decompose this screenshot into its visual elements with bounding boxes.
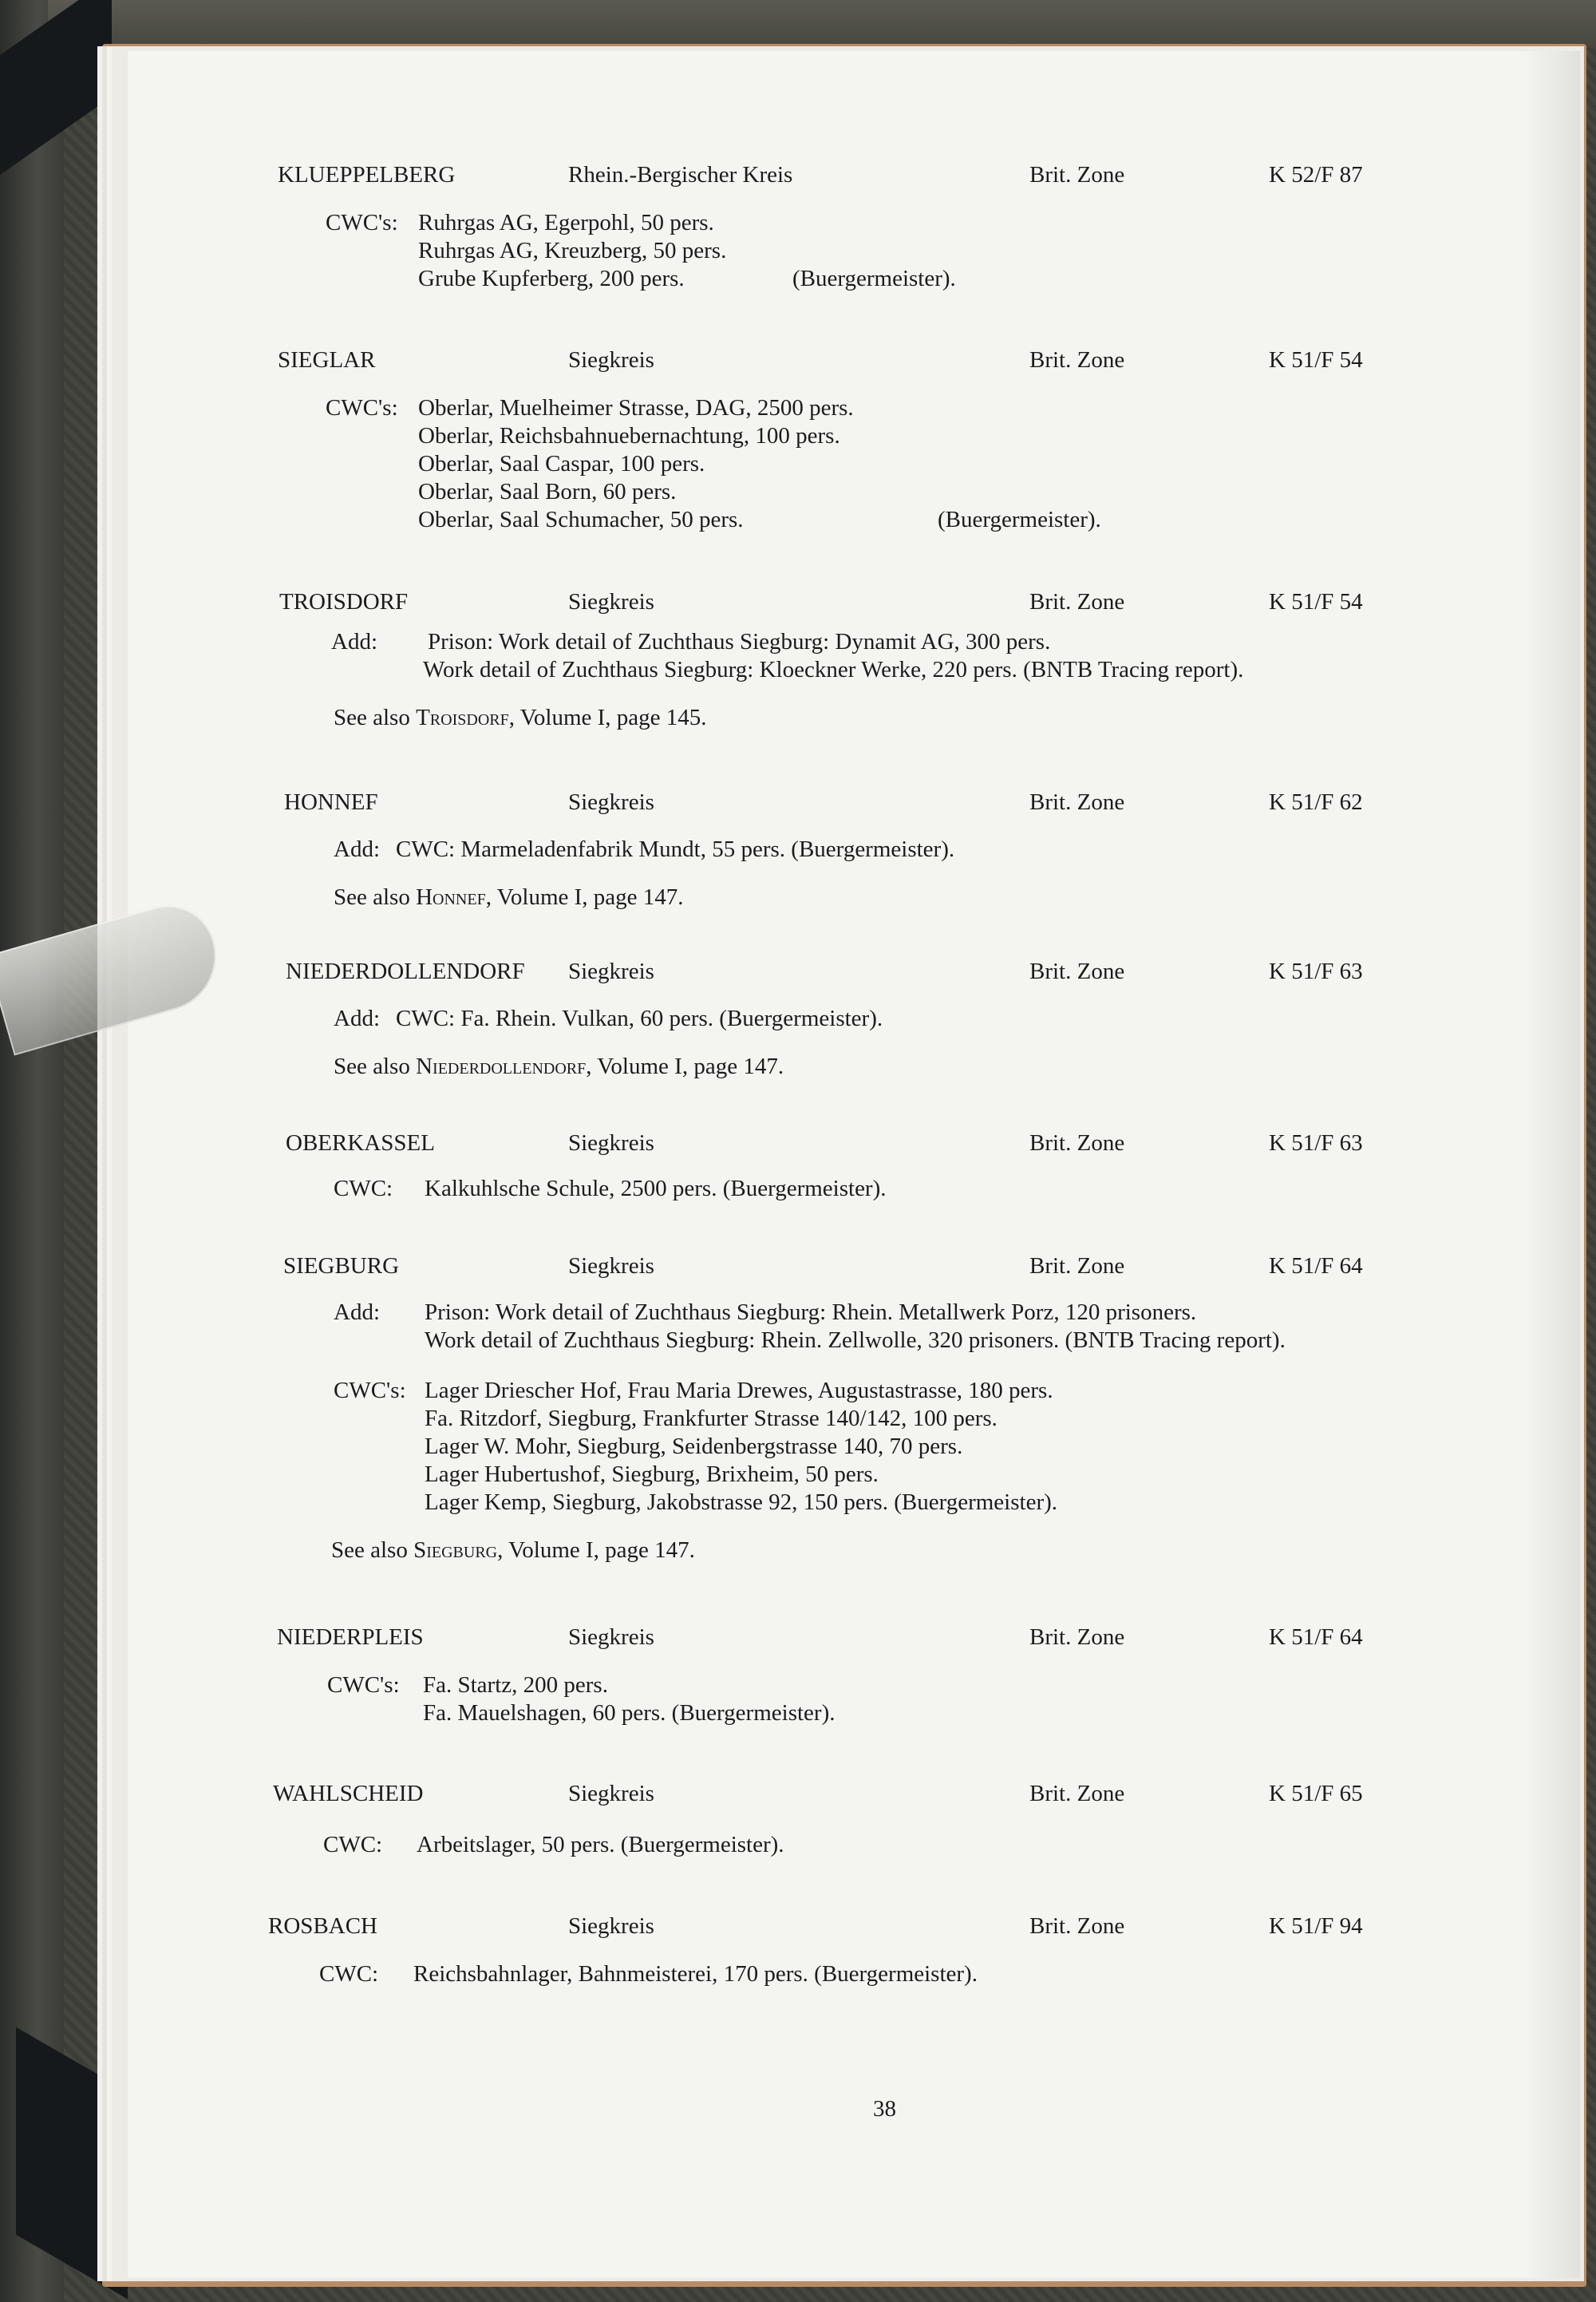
see-also-place: Troisdorf xyxy=(416,705,509,730)
entry-line: Lager Kemp, Siegburg, Jakobstrasse 92, 150 pers. (Buergermeister). xyxy=(425,1489,1058,1515)
entry-line: Work detail of Zuchthaus Siegburg: Kloeckner Werke, 220 pers. (BNTB Tracing report). xyxy=(423,657,1244,682)
see-also-note xyxy=(334,706,707,730)
entry-line: Work detail of Zuchthaus Siegburg: Rhein. Zellwolle, 320 prisoners. (BNTB Tracing report). xyxy=(425,1327,1286,1353)
see-also-place: Siegburg xyxy=(413,1537,498,1563)
entry-line: Arbeitslager, 50 pers. (Buergermeister). xyxy=(417,1832,784,1857)
map-reference: K 51/F 54 xyxy=(1269,347,1363,373)
line-lead: Add: xyxy=(331,629,377,655)
see-also-note xyxy=(334,886,684,909)
see-also-volume: , Volume I, page 147. xyxy=(485,884,684,910)
zone-label: Brit. Zone xyxy=(1029,1781,1125,1806)
see-also-volume: , Volume I, page 145. xyxy=(508,705,707,730)
place-name: WAHLSCHEID xyxy=(273,1781,424,1806)
place-name: SIEGBURG xyxy=(283,1253,400,1279)
district-name: Siegkreis xyxy=(568,347,654,373)
entry-line: Prison: Work detail of Zuchthaus Siegburg: Rhein. Metallwerk Porz, 120 prisoners. xyxy=(425,1299,1197,1325)
map-reference: K 52/F 87 xyxy=(1269,162,1363,188)
entry-line: Fa. Startz, 200 pers. xyxy=(423,1672,608,1698)
source-note: (Buergermeister). xyxy=(938,507,1101,532)
district-name: Siegkreis xyxy=(568,1781,654,1806)
place-name: OBERKASSEL xyxy=(286,1130,435,1156)
line-lead: Add: xyxy=(334,1299,380,1325)
district-name: Siegkreis xyxy=(568,789,654,815)
line-lead: CWC's: xyxy=(326,395,398,421)
see-also-note xyxy=(334,1055,784,1078)
see-also-prefix: See also xyxy=(334,884,410,910)
see-also-note xyxy=(331,1539,695,1562)
map-reference: K 51/F 63 xyxy=(1269,959,1363,984)
zone-label: Brit. Zone xyxy=(1029,347,1125,373)
entry-line: Ruhrgas AG, Kreuzberg, 50 pers. xyxy=(418,238,727,263)
place-name: NIEDERDOLLENDORF xyxy=(286,959,525,984)
district-name: Rhein.-Bergischer Kreis xyxy=(568,162,793,188)
line-lead: CWC: xyxy=(334,1176,393,1201)
entry-line: Oberlar, Saal Born, 60 pers. xyxy=(418,479,677,504)
source-note: (Buergermeister). xyxy=(792,266,956,291)
district-name: Siegkreis xyxy=(568,1130,654,1156)
entry-line: Lager Driescher Hof, Frau Maria Drewes, Augustastrasse, 180 pers. xyxy=(425,1378,1053,1403)
see-also-prefix: See also xyxy=(334,705,410,730)
entry-line: Oberlar, Muelheimer Strasse, DAG, 2500 pers. xyxy=(418,395,854,421)
zone-label: Brit. Zone xyxy=(1029,959,1125,984)
see-also-volume: , Volume I, page 147. xyxy=(586,1054,784,1079)
see-also-place: Honnef xyxy=(416,884,486,910)
place-name: NIEDERPLEIS xyxy=(277,1624,424,1650)
zone-label: Brit. Zone xyxy=(1029,162,1125,188)
map-reference: K 51/F 62 xyxy=(1269,789,1363,815)
place-name: HONNEF xyxy=(284,789,378,815)
entry-line: Prison: Work detail of Zuchthaus Siegburg: Dynamit AG, 300 pers. xyxy=(428,629,1051,655)
zone-label: Brit. Zone xyxy=(1029,1913,1125,1939)
line-lead: CWC's: xyxy=(326,210,398,235)
line-lead: Add: xyxy=(334,837,380,862)
zone-label: Brit. Zone xyxy=(1029,789,1125,815)
place-name: SIEGLAR xyxy=(278,347,376,373)
see-also-prefix: See also xyxy=(331,1537,408,1563)
place-name: ROSBACH xyxy=(268,1913,377,1939)
district-name: Siegkreis xyxy=(568,959,654,984)
zone-label: Brit. Zone xyxy=(1029,1624,1125,1650)
line-lead: CWC's: xyxy=(327,1672,400,1698)
map-reference: K 51/F 63 xyxy=(1269,1130,1363,1156)
entry-line: Lager Hubertushof, Siegburg, Brixheim, 50 pers. xyxy=(425,1461,879,1487)
zone-label: Brit. Zone xyxy=(1029,1130,1125,1156)
district-name: Siegkreis xyxy=(568,589,654,615)
entry-line: Lager W. Mohr, Siegburg, Seidenbergstrasse 140, 70 pers. xyxy=(425,1434,963,1459)
line-lead: Add: xyxy=(334,1006,380,1031)
place-name: TROISDORF xyxy=(279,589,409,615)
district-name: Siegkreis xyxy=(568,1913,654,1939)
district-name: Siegkreis xyxy=(568,1624,654,1650)
map-reference: K 51/F 65 xyxy=(1269,1781,1363,1806)
map-reference: K 51/F 64 xyxy=(1269,1253,1363,1279)
entry-line: Fa. Mauelshagen, 60 pers. (Buergermeister). xyxy=(423,1700,836,1726)
entry-line: Ruhrgas AG, Egerpohl, 50 pers. xyxy=(418,210,714,235)
map-reference: K 51/F 94 xyxy=(1269,1913,1363,1939)
entry-line: Grube Kupferberg, 200 pers. xyxy=(418,266,685,291)
entry-line: Oberlar, Saal Schumacher, 50 pers. xyxy=(418,507,744,532)
zone-label: Brit. Zone xyxy=(1029,1253,1125,1279)
see-also-place: Niederdollendorf xyxy=(416,1054,587,1079)
page-number: 38 xyxy=(873,2096,896,2122)
entry-line: Fa. Ritzdorf, Siegburg, Frankfurter Strasse 140/142, 100 pers. xyxy=(425,1406,998,1431)
map-reference: K 51/F 64 xyxy=(1269,1624,1363,1650)
line-lead: CWC's: xyxy=(334,1378,406,1403)
entry-line: CWC: Marmeladenfabrik Mundt, 55 pers. (Buergermeister). xyxy=(396,837,955,862)
place-name: KLUEPPELBERG xyxy=(278,162,456,188)
zone-label: Brit. Zone xyxy=(1029,589,1125,615)
entry-line: Kalkuhlsche Schule, 2500 pers. (Buergermeister). xyxy=(425,1176,887,1201)
map-reference: K 51/F 54 xyxy=(1269,589,1363,615)
see-also-prefix: See also xyxy=(334,1054,410,1079)
entry-line: Oberlar, Reichsbahnuebernachtung, 100 pers. xyxy=(418,423,840,449)
entry-line: CWC: Fa. Rhein. Vulkan, 60 pers. (Buergermeister). xyxy=(396,1006,883,1031)
entry-line: Oberlar, Saal Caspar, 100 pers. xyxy=(418,451,705,477)
line-lead: CWC: xyxy=(319,1961,379,1987)
line-lead: CWC: xyxy=(323,1832,383,1857)
district-name: Siegkreis xyxy=(568,1253,654,1279)
see-also-volume: , Volume I, page 147. xyxy=(497,1537,695,1563)
entry-line: Reichsbahnlager, Bahnmeisterei, 170 pers. (Buergermeister). xyxy=(413,1961,978,1987)
